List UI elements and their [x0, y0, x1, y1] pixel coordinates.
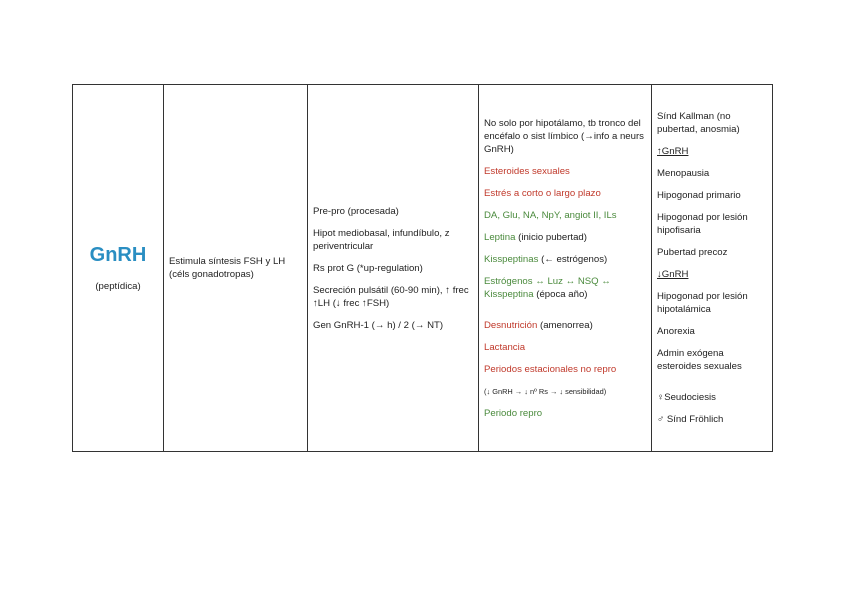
regulation-cell — [479, 85, 652, 452]
stimulator-estrogenos — [484, 275, 646, 301]
kiss-note: (← estrógenos) — [538, 253, 608, 265]
inhibitor-lactancia: Lactancia — [484, 341, 526, 353]
pathology-down-item: Admin exógena esteroides sexuales — [657, 348, 742, 372]
hormone-name: GnRH — [89, 244, 147, 266]
desnutricion-note: (amenorrea) — [537, 319, 593, 331]
pathology-down-item: Hipogonad por lesión hipotalámica — [657, 291, 748, 315]
hormone-type: (peptídica) — [95, 281, 141, 292]
characteristics-cell — [308, 85, 479, 452]
leptina-note: (inicio pubertad) — [515, 231, 587, 243]
pathology-up-item: Hipogonad primario — [657, 190, 741, 201]
pathology-kallman: Sínd Kallman (no pubertad, anosmia) — [657, 111, 740, 135]
char-item: Secreción pulsátil (60-90 min), ↑ frec ↑LH (↓ frec ↑FSH) — [313, 284, 469, 309]
pathology-up-header: ↑GnRH — [657, 146, 689, 157]
pathology-up-item: Menopausia — [657, 168, 710, 179]
pathology-down-item: Anorexia — [657, 326, 695, 337]
periodo-repro: Periodo repro — [484, 407, 543, 419]
leptina-term: Leptina — [484, 231, 516, 243]
pathology-down-header: ↓GnRH — [657, 269, 689, 280]
pathology-female: ♀Seudociesis — [657, 392, 716, 403]
kiss-term: Kisspeptinas — [484, 253, 539, 265]
char-item: Gen GnRH-1 (→ h) / 2 (→ NT) — [313, 319, 444, 331]
function-text: Estimula síntesis FSH y LH (céls gonadotropas) — [169, 256, 286, 280]
desnutricion-term: Desnutrición — [484, 319, 538, 331]
regulation-intro: No solo por hipotálamo, tb tronco del encéfalo o sist límbico (→info a neurs GnRH) — [484, 117, 644, 155]
char-item: Rs prot G (*up-regulation) — [313, 262, 423, 274]
hormone-table — [72, 84, 773, 452]
estrogen-note: (época año) — [533, 288, 588, 300]
inhibitor-estres: Estrés a corto o largo plazo — [484, 187, 601, 199]
pathology-up-item: Hipogonad por lesión hipofisaria — [657, 212, 748, 236]
pathology-cell — [652, 85, 773, 452]
periodos-detail: (↓ GnRH → ↓ nº Rs → ↓ sensibilidad) — [484, 386, 607, 396]
pathology-up-item: Pubertad precoz — [657, 247, 728, 258]
function-cell — [164, 85, 308, 452]
estrogen-term: Estrógenos ↔ Luz ↔ NSQ ↔ Kisspeptina — [484, 275, 611, 300]
hormone-cell — [73, 85, 164, 452]
table-row — [73, 85, 773, 452]
inhibitor-esteroides: Esteroides sexuales — [484, 165, 570, 177]
inhibitor-periodos: Periodos estacionales no repro — [484, 363, 617, 375]
inhibitor-desnutricion — [484, 319, 646, 332]
char-item: Hipot mediobasal, infundíbulo, z periventricular — [313, 227, 450, 252]
stimulator-neurotransmitters: DA, Glu, NA, NpY, angiot II, ILs — [484, 209, 617, 221]
stimulator-kisspeptinas — [484, 253, 646, 266]
pathology-male: ♂ Sínd Fröhlich — [657, 414, 724, 425]
char-item: Pre-pro (procesada) — [313, 205, 399, 217]
stimulator-leptina — [484, 231, 646, 244]
